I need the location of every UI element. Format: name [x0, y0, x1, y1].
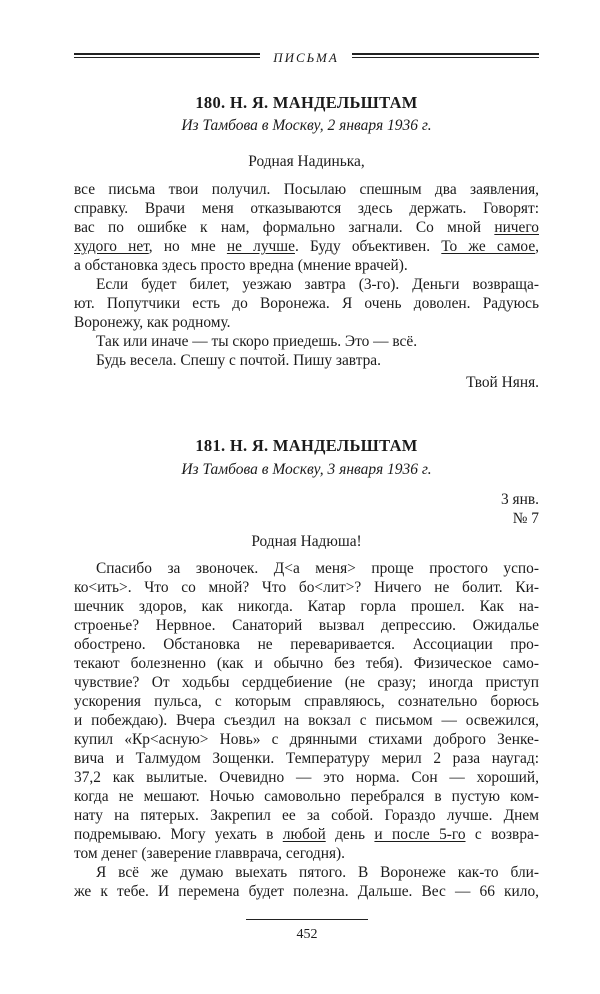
- text-line: Если будет билет, уезжаю завтра (3-го). Деньги возвраща-: [96, 276, 539, 293]
- text-line: справку. Врачи меня отказываются здесь держать. Говорят:: [74, 200, 539, 217]
- text-line: же к тебе. И перемена будет полезна. Дальше. Вес — 66 кило,: [74, 883, 539, 900]
- text-span: . Буду объективен.: [294, 238, 442, 255]
- text-line: Будь весела. Спешу с почтой. Пишу завтра.: [96, 352, 381, 369]
- text-line: [74, 825, 539, 844]
- underlined-text: То же самое: [441, 238, 536, 255]
- text-span: день: [325, 826, 375, 843]
- text-line: чувствие? От ходьбы сердцебиение (не сразу; иногда приступ: [74, 674, 539, 691]
- letter-181-heading: 181. Н. Я. МАНДЕЛЬШТАМ: [195, 436, 418, 455]
- text-line: Воронежу, как родному.: [74, 314, 231, 331]
- underlined-text: худого нет: [74, 238, 149, 255]
- underlined-text: не лучше: [226, 238, 295, 255]
- underlined-text: любой: [282, 826, 326, 843]
- footer-rule: [246, 919, 368, 920]
- text-line: нату на пятерых. Закрепил ее за собой. Гораздо лучше. Днем: [74, 807, 539, 824]
- underlined-text: и после 5-го: [374, 826, 466, 843]
- header-title: ПИСЬМА: [273, 50, 339, 65]
- text-span: ,: [535, 238, 540, 255]
- text-line: ускорения пульса, с которым справляюсь, сознательно борюсь: [74, 693, 539, 710]
- text-line: том денег (заверение главврача, сегодня).: [74, 845, 346, 862]
- letter-180-signature: Твой Няня.: [466, 374, 539, 391]
- text-line: вича и Талмудом Зощенки. Температуру мерил 2 раза наугад:: [74, 750, 539, 767]
- text-line: ко<ить>. Что со мной? Что бо<лит>? Ничего не болит. Ки-: [74, 579, 539, 596]
- letter-180-heading: 180. Н. Я. МАНДЕЛЬШТАМ: [195, 93, 418, 112]
- letter-181-salutation: Родная Надюша!: [251, 533, 362, 550]
- text-line: Я всё же думаю выехать пятого. В Воронеже как-то бли-: [96, 864, 539, 881]
- letter-180-subheading: Из Тамбова в Москву, 2 января 1936 г.: [181, 117, 432, 134]
- page-number: 452: [296, 927, 318, 942]
- text-line: а обстановка здесь просто вредна (мнение врачей).: [74, 257, 408, 274]
- text-span: , но мне: [148, 238, 227, 255]
- letter-180-salutation: Родная Надинька,: [248, 153, 365, 170]
- text-line: строенье? Нервное. Санаторий вызвал депрессию. Ожидалье: [74, 617, 539, 634]
- text-line: [74, 218, 539, 237]
- text-line: 37,2 как вылитые. Очевидно — это норма. Сон — хороший,: [74, 769, 539, 786]
- text-line: ют. Попутчики есть до Воронежа. Я очень доволен. Радуюсь: [74, 295, 539, 312]
- header-rule-right: [352, 53, 539, 64]
- text-span: подремываю. Могу уехать в: [74, 826, 283, 843]
- text-line: [74, 237, 539, 256]
- text-line: Спасибо за звоночек. Д<а меня> проще простого успо-: [96, 560, 539, 577]
- letter-181-number: № 7: [512, 510, 539, 527]
- text-line: купил «Кр<асную> Новь» с дрянными стихами доброго Зенке-: [74, 731, 539, 748]
- running-header: [74, 50, 539, 66]
- text-line: обострено. Обстановка не переваривается. Ассоциации про-: [74, 636, 539, 653]
- underlined-text: ничего: [494, 219, 539, 236]
- text-line: и побеждаю). Вчера съездил на вокзал с письмом — освежился,: [74, 712, 539, 729]
- text-line: шечник здоров, как никогда. Катар горла прошел. Как на-: [74, 598, 539, 615]
- text-line: все письма твои получил. Посылаю спешным два заявления,: [74, 181, 539, 198]
- text-span: с возвра-: [465, 826, 539, 843]
- text-span: вас по ошибке к нам, формально загнали. Со мной: [74, 219, 495, 236]
- text-line: когда не мешают. Ночью самовольно перебрался в пустую ком-: [74, 788, 539, 805]
- header-rule-left: [74, 53, 260, 64]
- letter-181-date: 3 янв.: [501, 491, 539, 508]
- letter-181-subheading: Из Тамбова в Москву, 3 января 1936 г.: [181, 461, 432, 478]
- text-line: текают болезненно (как и обычно без тебя). Физическое само-: [74, 655, 539, 672]
- text-line: Так или иначе — ты скоро приедешь. Это — всё.: [96, 333, 418, 350]
